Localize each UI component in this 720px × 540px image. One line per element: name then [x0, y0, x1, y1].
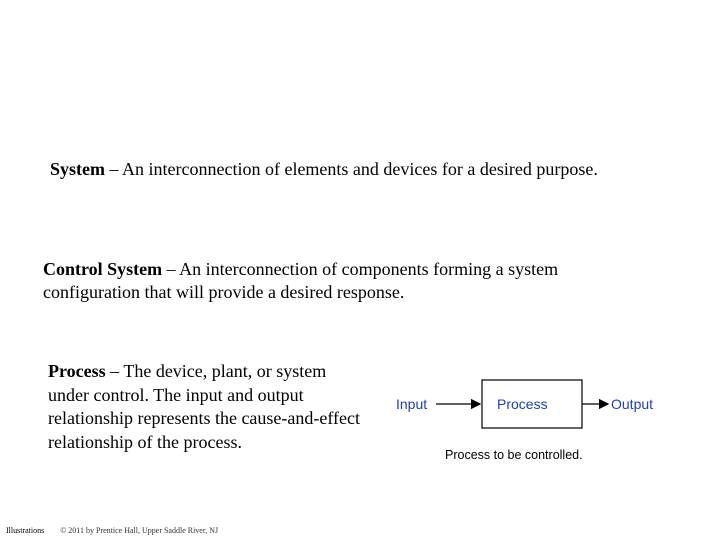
diagram-caption: Process to be controlled. — [445, 448, 583, 462]
output-label: Output — [611, 396, 654, 412]
definition-process-text: – The device, plant, or system under control. The input and output relationship represents the cause-and-effect relationship of the process. — [48, 361, 361, 452]
definition-system — [50, 158, 710, 181]
term-control-system: Control System — [43, 259, 163, 279]
definition-control-system-text: – An interconnection of components forming a system configuration that will provide a desired response. — [43, 259, 559, 302]
input-label: Input — [396, 396, 428, 412]
footer-illustrations: Illustrations — [6, 526, 45, 535]
definition-system-text: – An interconnection of elements and devices for a desired purpose. — [105, 159, 598, 179]
term-system: System — [50, 159, 105, 179]
footer — [6, 526, 218, 535]
process-block-diagram — [390, 370, 690, 470]
definition-control-system — [43, 258, 643, 304]
term-process: Process — [48, 361, 106, 381]
process-label: Process — [497, 396, 548, 412]
definition-process — [48, 360, 368, 454]
footer-credit: © 2011 by Prentice Hall, Upper Saddle River, NJ — [60, 526, 219, 535]
